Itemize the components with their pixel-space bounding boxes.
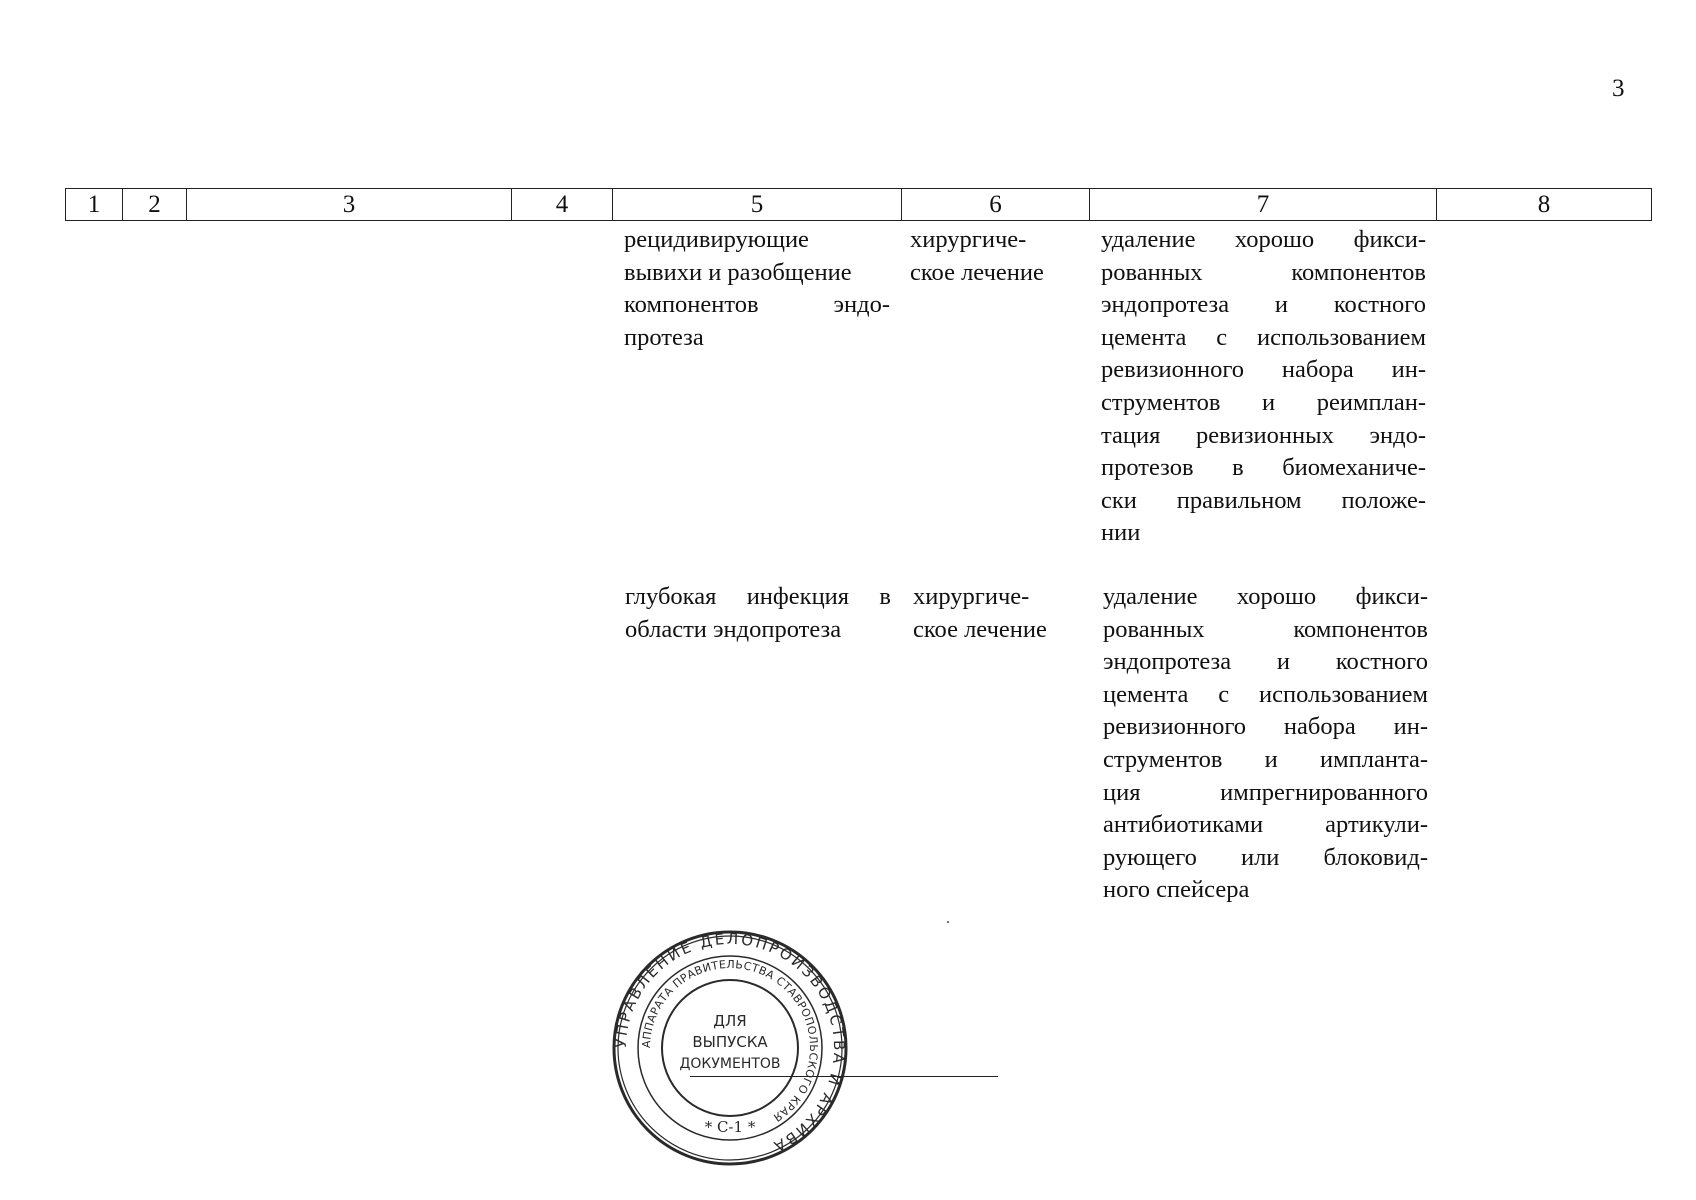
stamp-center-line: ВЫПУСКА xyxy=(692,1033,768,1051)
text-line: компонентов эндо- xyxy=(624,291,890,319)
column-header-1: 1 xyxy=(66,189,123,221)
text-line: хирургиче- xyxy=(910,226,1027,253)
text-line: удаление хорошо фикси- xyxy=(1103,583,1428,610)
row-2-diagnosis xyxy=(625,581,891,646)
text-line: рующего или блоковид- xyxy=(1103,843,1428,871)
column-header-2: 2 xyxy=(123,189,187,221)
stamp-inner-ring-text-path: АППАРАТА ПРАВИТЕЛЬСТВА СТАВРОПОЛЬСКОГО КРАЯ xyxy=(639,957,821,1125)
page-number: 3 xyxy=(1612,75,1625,102)
text-line: эндопротеза и костного xyxy=(1101,291,1426,319)
row-1-treatment-type xyxy=(910,224,1072,289)
text-line: струментов и реимплан- xyxy=(1101,388,1426,416)
text-line: тация ревизионных эндо- xyxy=(1101,421,1426,449)
scan-speck xyxy=(947,921,949,923)
text-line: струментов и импланта- xyxy=(1103,745,1428,773)
text-line: ское лечение xyxy=(913,615,1047,643)
text-line: рецидивирующие xyxy=(624,226,809,253)
text-line: ревизионного набора ин- xyxy=(1101,356,1426,384)
column-header-6: 6 xyxy=(902,189,1090,221)
text-line: протезов в биомеханиче- xyxy=(1101,454,1426,482)
text-line: ревизионного набора ин- xyxy=(1103,713,1428,741)
text-line: нии xyxy=(1101,519,1141,547)
text-line: рованных компонентов xyxy=(1101,258,1426,286)
text-line: глубокая инфекция в xyxy=(625,583,891,610)
column-header-5: 5 xyxy=(613,189,902,221)
stamp-code: * С-1 * xyxy=(704,1118,756,1136)
signature-line xyxy=(690,1076,998,1077)
text-line: цемента с использованием xyxy=(1101,323,1426,351)
column-header-3: 3 xyxy=(187,189,512,221)
text-line: ция импрегнированного xyxy=(1103,778,1428,806)
text-line: ское лечение xyxy=(910,258,1044,286)
stamp-outer-text-path: УПРАВЛЕНИЕ ДЕЛОПРОИЗВОДСТВА И АРХИВА xyxy=(612,930,848,1157)
column-number-header xyxy=(65,188,1652,221)
row-1-diagnosis xyxy=(624,224,890,354)
official-stamp-seal xyxy=(612,930,848,1166)
text-line: цемента с использованием xyxy=(1103,680,1428,708)
text-line: ного спейсера xyxy=(1103,876,1250,904)
row-2-treatment-method xyxy=(1103,581,1428,907)
stamp-center-line: ДЛЯ xyxy=(713,1012,747,1030)
column-header-8: 8 xyxy=(1437,189,1652,221)
stamp-center-line: ДОКУМЕНТОВ xyxy=(679,1056,781,1072)
row-1-treatment-method xyxy=(1101,224,1426,550)
text-line: протеза xyxy=(624,323,704,351)
text-line: антибиотиками артикули- xyxy=(1103,811,1428,839)
stamp-center-text xyxy=(679,1012,780,1072)
text-line: рованных компонентов xyxy=(1103,615,1428,643)
text-line: области эндопротеза xyxy=(625,615,842,643)
row-2-treatment-type xyxy=(913,581,1075,646)
text-line: эндопротеза и костного xyxy=(1103,648,1428,676)
text-line: ски правильном положе- xyxy=(1101,486,1426,514)
text-line: хирургиче- xyxy=(913,583,1030,610)
column-header-4: 4 xyxy=(512,189,613,221)
text-line: вывихи и разобщение xyxy=(624,258,852,286)
column-header-7: 7 xyxy=(1090,189,1437,221)
text-line: удаление хорошо фикси- xyxy=(1101,226,1426,253)
